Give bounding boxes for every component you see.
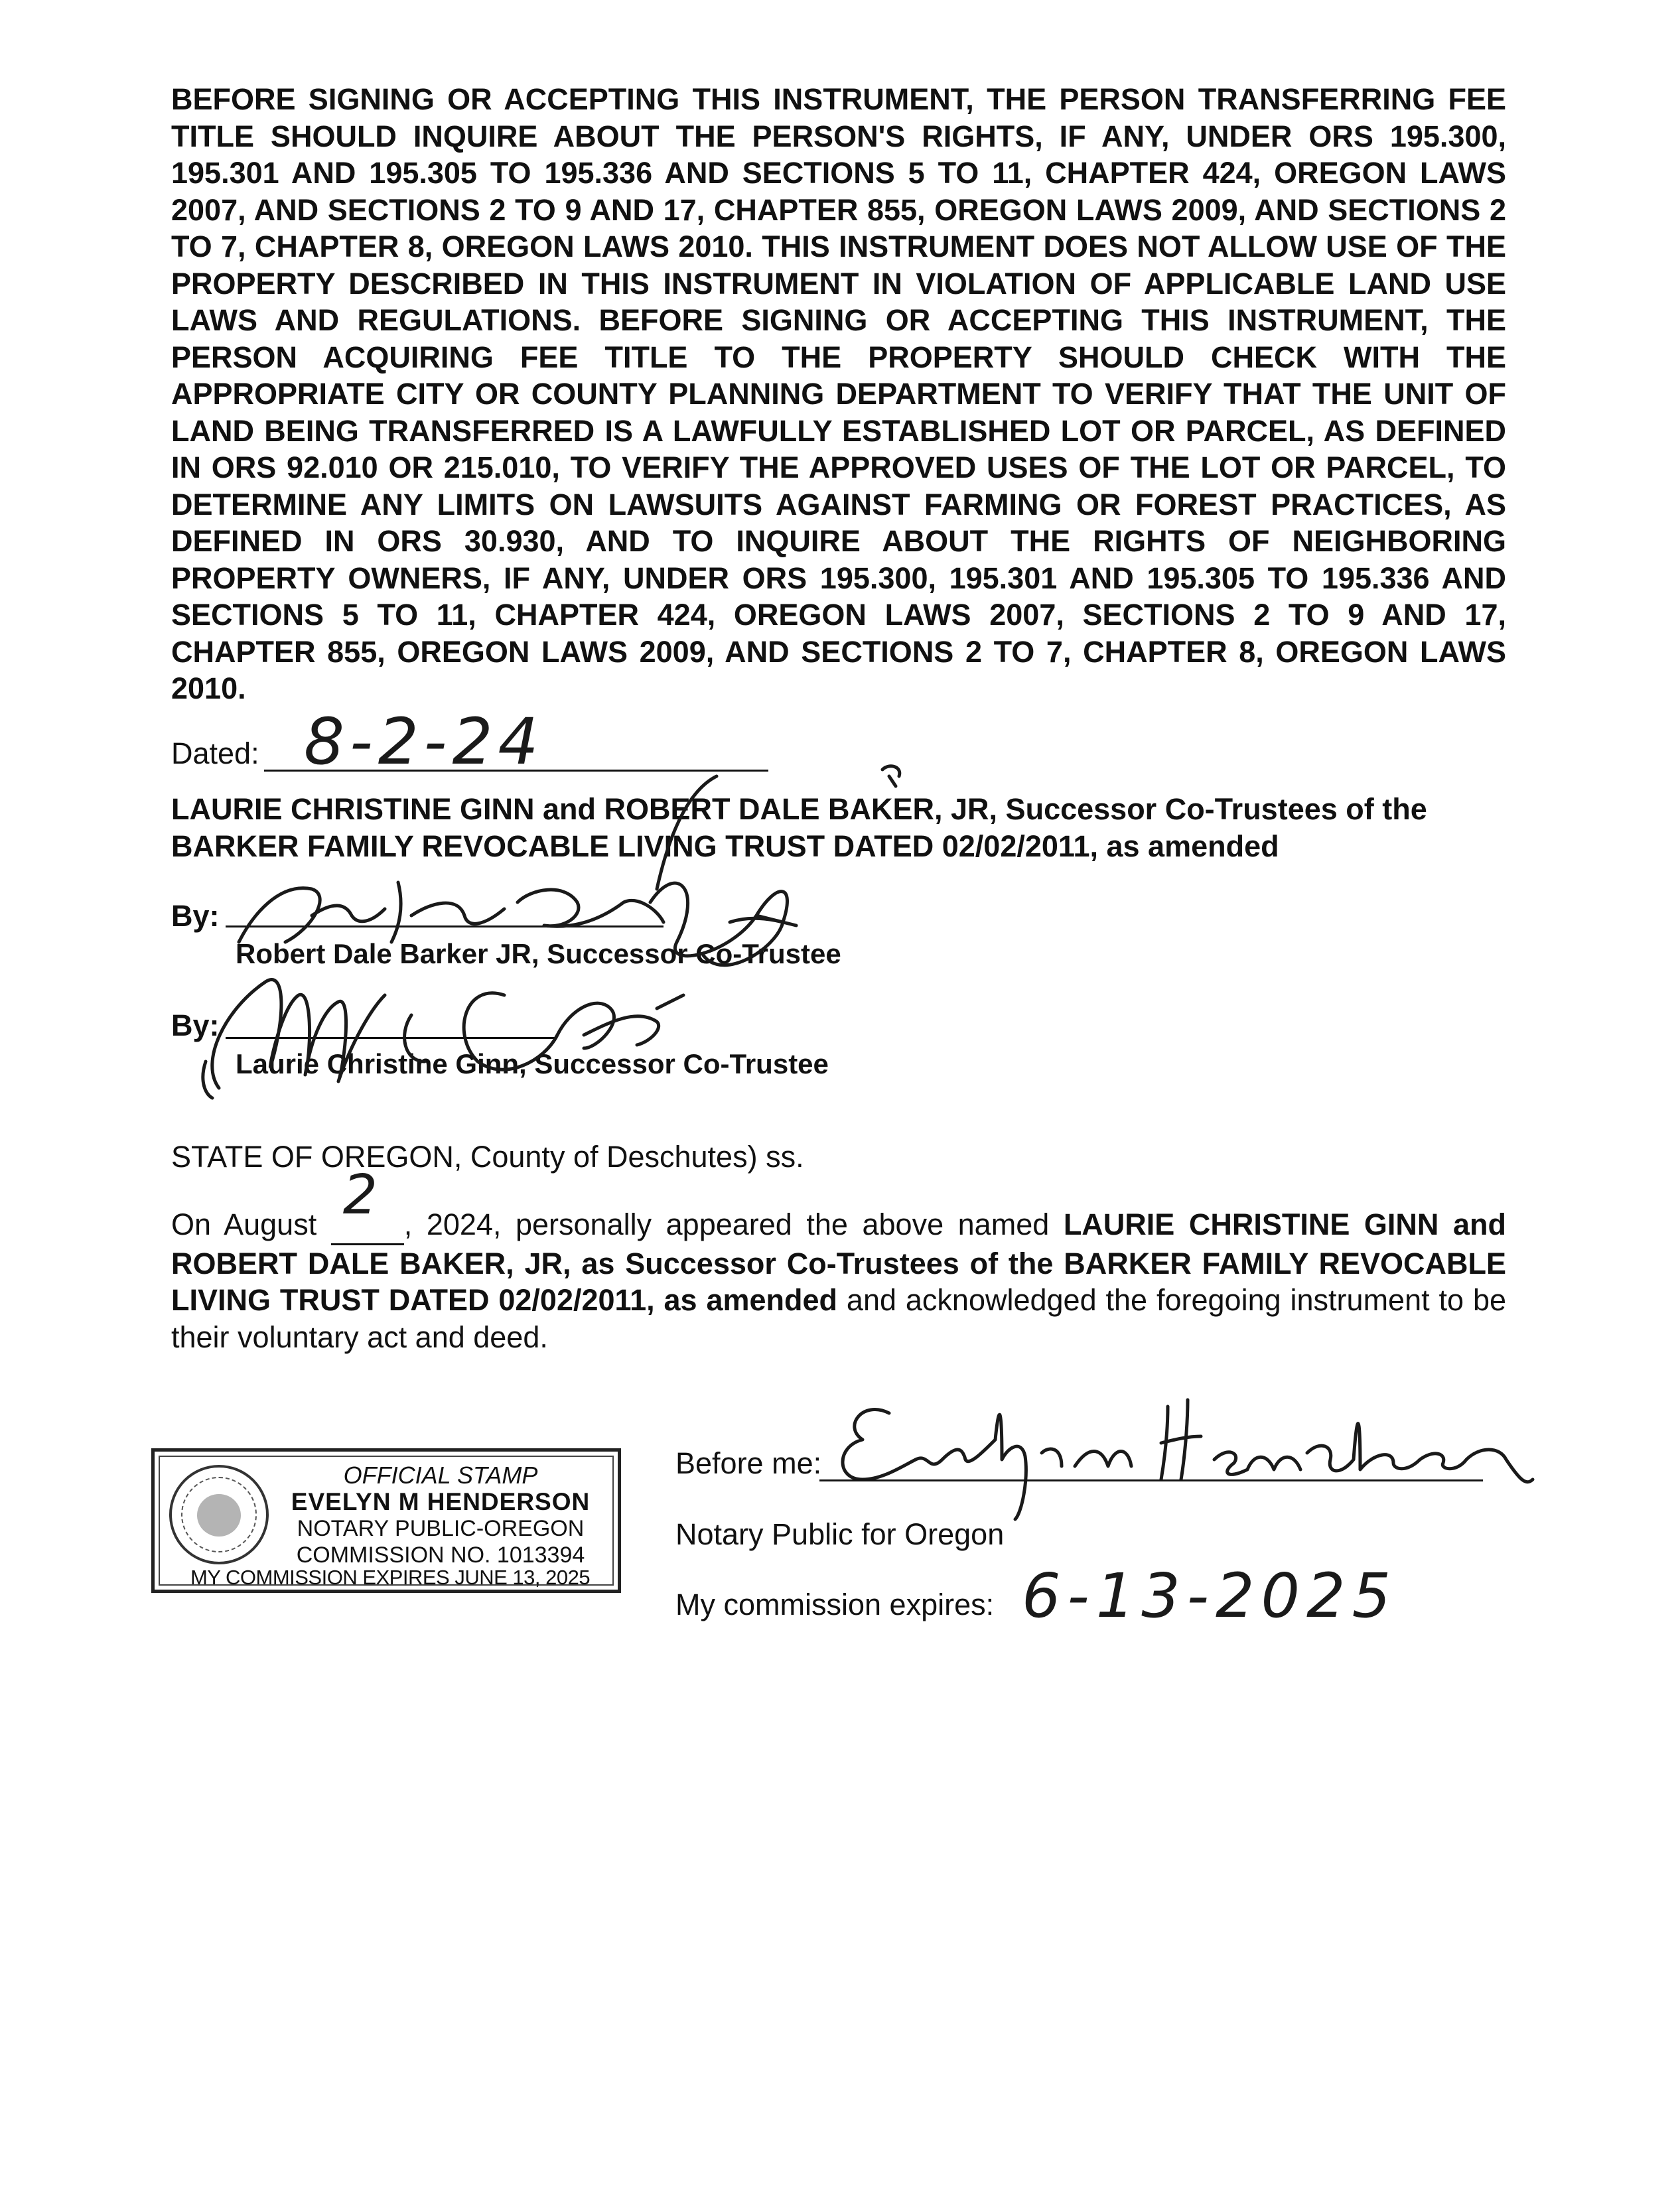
ack-day-blank <box>331 1164 404 1245</box>
notary-title: Notary Public for Oregon <box>675 1517 1005 1551</box>
ors-warning-paragraph: BEFORE SIGNING OR ACCEPTING THIS INSTRUMENT, THE PERSON TRANSFERRING FEE TITLE SHOULD INQUIRE ABOUT THE PERSON'S RIGHTS, IF ANY, UNDER ORS 195.300, 195.301 AND 195.305 TO 195.336 AND SECTIONS 5 TO 11, CHAPTER 424, OREGON LAWS 2007, AND SECTIONS 2 TO 9 AND 17, CHAPTER 855, OREGON LAWS 2009, AND SECTIONS 2 TO 7, CHAPTER 8, OREGON LAWS 2010. THIS INSTRUMENT DOES NOT ALLOW USE OF THE PROPERTY DESCRIBED IN THIS INSTRUMENT IN VIOLATION OF APPLICABLE LAND USE LAWS AND REGULATIONS. BEFORE SIGNING OR ACCEPTING THIS INSTRUMENT, THE PERSON ACQUIRING FEE TITLE TO THE PROPERTY SHOULD CHECK WITH THE APPROPRIATE CITY OR COUNTY PLANNING DEPARTMENT TO VERIFY THAT THE UNIT OF LAND BEING TRANSFERRED IS A LAWFULLY ESTABLISHED LOT OR PARCEL, AS DEFINED IN ORS 92.010 OR 215.010, TO VERIFY THE APPROVED USES OF THE LOT OR PARCEL, TO DETERMINE ANY LIMITS ON LAWSUITS AGAINST FARMING OR FOREST PRACTICES, AS DEFINED IN ORS 30.930, AND TO INQUIRE ABOUT THE RIGHTS OF NEIGHBORING PROPERTY OWNERS, IF ANY, UNDER ORS 195.300, 195.301 AND 195.305 TO 195.336 AND SECTIONS 5 TO 11, CHAPTER 424, OREGON LAWS 2007, SECTIONS 2 TO 9 AND 17, CHAPTER 855, OREGON LAWS 2009, AND SECTIONS 2 TO 7, CHAPTER 8, OREGON LAWS 2010. <box>171 82 1506 705</box>
notary-venue: STATE OF OREGON, County of Deschutes) ss. <box>171 1140 804 1174</box>
signature-line-2 <box>226 1037 557 1039</box>
stamp-commission-number: COMMISSION NO. 1013394 <box>296 1542 585 1568</box>
seal-center <box>197 1494 241 1537</box>
oregon-seal-icon <box>169 1465 269 1564</box>
stamp-text-block <box>271 1462 610 1568</box>
commission-expires-label: My commission expires: <box>675 1588 995 1621</box>
stamp-notary-name: EVELYN M HENDERSON <box>291 1488 591 1515</box>
signer-name-2: Laurie Christine Ginn, Successor Co-Trustee <box>236 1048 829 1079</box>
stamp-expiration: MY COMMISSION EXPIRES JUNE 13, 2025 <box>190 1566 591 1589</box>
signer-name-1: Robert Dale Barker JR, Successor Co-Trustee <box>236 938 841 969</box>
trustees-paragraph: LAURIE CHRISTINE GINN and ROBERT DALE BAKER, JR, Successor Co-Trustees of the BARKER FAMILY REVOCABLE LIVING TRUST DATED 02/02/2011, as amended <box>171 792 1427 863</box>
before-me-label: Before me: <box>675 1446 822 1480</box>
stamp-notary-title: NOTARY PUBLIC-OREGON <box>297 1516 585 1541</box>
ack-suffix: and acknowledged the foregoing instrument to be their voluntary act and deed. <box>171 1283 1506 1354</box>
ack-middle: , 2024, personally appeared the above named <box>403 1207 1050 1241</box>
dated-signature-line <box>264 770 768 772</box>
stamp-official-label: OFFICIAL STAMP <box>343 1462 538 1489</box>
signature-evelyn-henderson <box>843 1400 1533 1519</box>
acknowledgment-paragraph <box>171 1164 1506 1355</box>
ack-parties: LAURIE CHRISTINE GINN and ROBERT DALE BAKER, JR, as Successor Co-Trustees of the BARKER FAMILY REVOCABLE LIVING TRUST DATED 02/02/2011, as amended <box>171 1207 1506 1317</box>
notary-signature-line <box>819 1479 1483 1481</box>
by-label-1: By: <box>171 899 220 933</box>
commission-expires-handwritten: 6-13-2025 <box>1022 1560 1398 1631</box>
by-label-2: By: <box>171 1008 220 1042</box>
dated-handwritten-value: 8-2-24 <box>304 705 544 779</box>
ack-day-handwritten: 2 <box>342 1164 378 1227</box>
notary-stamp <box>151 1448 621 1593</box>
ack-prefix: On August <box>171 1207 317 1241</box>
signature-line-1 <box>226 925 664 927</box>
dated-label: Dated: <box>171 736 259 770</box>
